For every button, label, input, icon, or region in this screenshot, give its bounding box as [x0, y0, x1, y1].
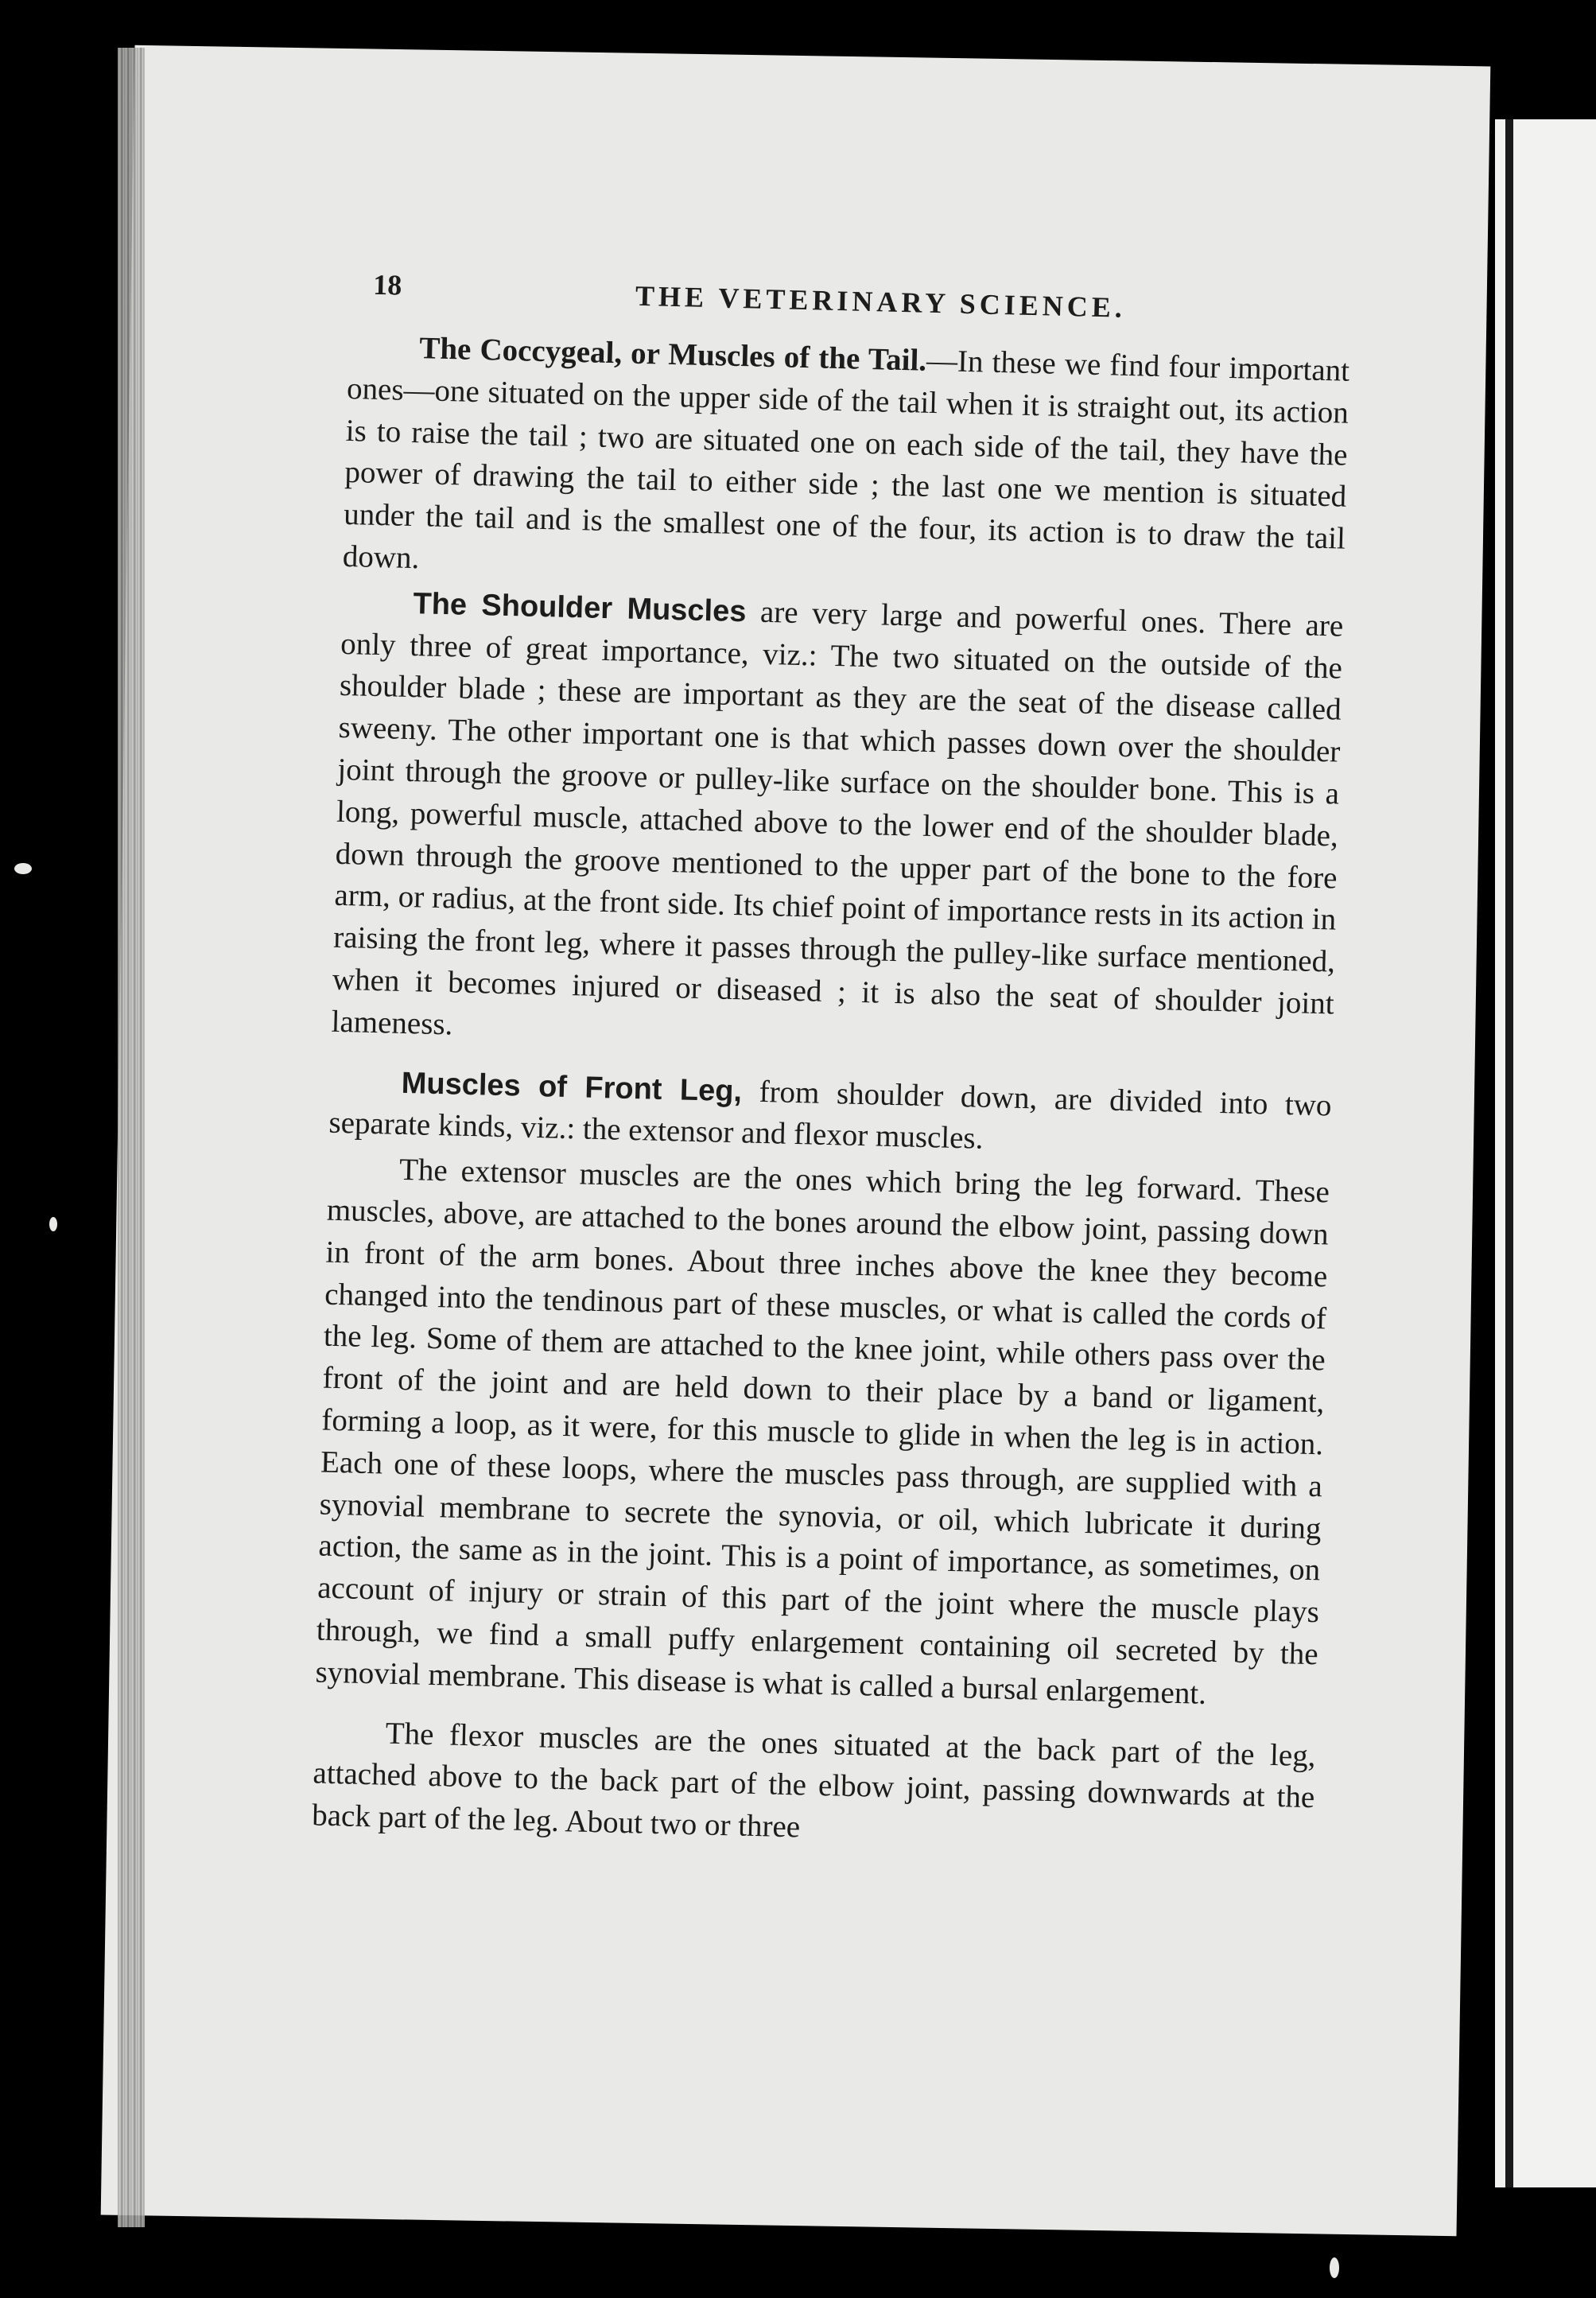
heading-front-leg: Muscles of Front Leg, — [401, 1066, 743, 1108]
scan-speck — [1330, 2257, 1339, 2278]
paragraph-text: are very large and powerful ones. There are only three of great importance, viz.: The two situated on the outside of the shoulder blade ; these are important as they are the seat of the disease called sweeny. The other important one is that which passes down over the shoulder joint through the groove or pulley-like surface on the shoulder bone. This is a long, powerful muscle, attached above to the lower end of the shoulder blade, down through the groove mentioned to the upper part of the bone to the fore arm, or radius, at the front side. Its chief point of importance rests in its action in raising the front leg, where it passes through the pulley-like surface mentioned, when it becomes injured or diseased ; it is also the seat of shoulder joint lameness. — [331, 594, 1344, 1042]
heading-shoulder-muscles: The Shoulder Muscles — [413, 586, 747, 629]
paragraph-shoulder-muscles — [331, 581, 1344, 1067]
scan-speck — [14, 863, 32, 874]
scan-speck — [49, 1217, 57, 1231]
heading-tail-muscles: The Coccygeal, or Muscles of the Tail. — [418, 331, 927, 378]
paragraph-text: The extensor muscles are the ones which bring the leg forward. These muscles, above, are attached to the bones around the elbow joint, passing down in front of the arm bones. About three inches above the knee they become changed into the tendinous part of these muscles, or what is called the cords of the leg. Some of them are attached to the knee joint, while others pass over the front of the joint and are held down to their place by a band or ligament, forming a loop, as it were, for this muscle to glide in when the leg is in action. Each one of these loops, where the muscles pass through, are supplied with a synovial membrane to secrete the synovia, or oil, which lubricate it during action, the same as in the joint. This is a point of importance, as sometimes, on account of injury or strain of this part of the joint where the muscle plays through, we find a small puffy enlargement containing oil secreted by the synovial membrane. This disease is what is called a bursal enlargement. — [315, 1153, 1330, 1711]
paragraph-text: The flexor muscles are the ones situated at the back part of the leg, attached above to the back part of the elbow joint, passing downwards at the back part of the leg. About two or three — [311, 1716, 1317, 1845]
paragraph-flexor — [312, 1711, 1316, 1861]
paragraph-extensor — [315, 1148, 1330, 1718]
page-content — [312, 262, 1352, 1864]
running-title: THE VETERINARY SCIENCE. — [635, 279, 1127, 324]
facing-page-border — [1505, 119, 1513, 2187]
paragraph-tail-muscles — [342, 326, 1349, 602]
paragraph-text: from shoulder down, are divided into two separate kinds, viz.: the extensor and flexor muscles. — [328, 1073, 1333, 1157]
page-number: 18 — [372, 268, 402, 301]
page-gutter — [118, 48, 145, 2227]
paragraph-text: —In these we find four important ones—one situated on the upper side of the tail when it is straight out, its action is to raise the tail ; two are situated one on each side of the tail, they have the power of drawing the tail to either side ; the last one we mention is situated under the tail and is the smallest one of the four, its action is to draw the tail down. — [342, 343, 1350, 576]
